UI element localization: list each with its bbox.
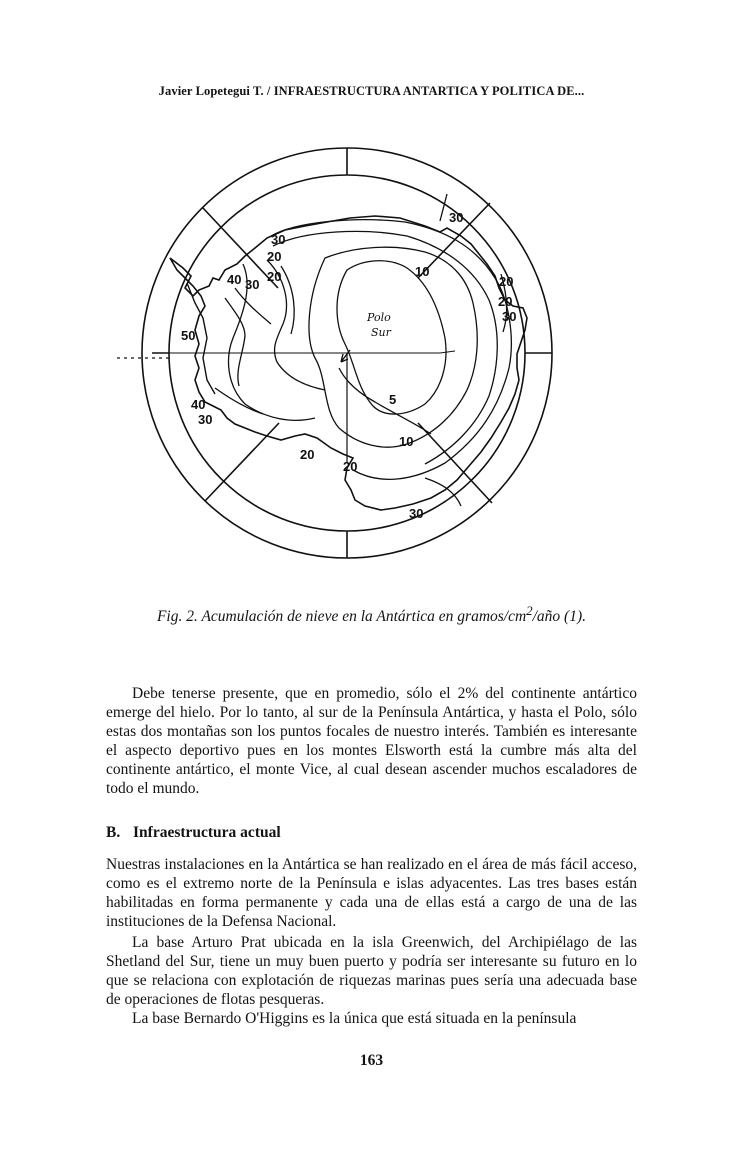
contour-20 <box>273 231 497 464</box>
contour-label: 20 <box>267 249 282 264</box>
map-svg <box>95 118 655 593</box>
contour-label: 20 <box>498 294 513 309</box>
contour-label: 20 <box>499 274 514 289</box>
section-heading <box>106 824 281 842</box>
handwritten-note: Polo <box>367 311 391 324</box>
paragraph: La base Bernardo O'Higgins es la única que está situada en la península <box>132 1010 577 1027</box>
contour-label: 20 <box>300 447 315 462</box>
caption-text: Fig. 2. Acumulación de nieve en la Antártica en gramos/cm <box>156 608 527 626</box>
pole-arrow <box>341 350 350 362</box>
contour-label: 10 <box>415 264 430 279</box>
contour-label: 30 <box>409 506 424 521</box>
contour-label: 40 <box>191 397 206 412</box>
figure-caption <box>0 603 743 626</box>
contour-label: 40 <box>227 272 242 287</box>
section-letter: B. <box>106 824 121 841</box>
contour-label: 20 <box>343 459 358 474</box>
contour-label: 50 <box>181 328 196 343</box>
paragraph: La base Arturo Prat ubicada en la isla Greenwich, del Archipiélago de las Shetland del Sur, tiene un muy buen puerto y podría ser interesante su futuro en lo que se relaciona con explotación de riquezas marinas pues sería una adecuada base de operaciones de flotas pesqueras. <box>106 934 637 1008</box>
caption-superscript: 2 <box>526 603 533 618</box>
contour-label: 30 <box>502 309 517 324</box>
contour-label: 20 <box>267 269 282 284</box>
contour-10 <box>309 247 477 447</box>
running-head: Javier Lopetegui T. / INFRAESTRUCTURA ANTARTICA Y POLITICA DE... <box>158 84 585 98</box>
handwritten-note: Sur <box>371 326 391 339</box>
page-number: 163 <box>359 1052 384 1069</box>
contour-label: 30 <box>271 232 286 247</box>
contour-label: 30 <box>449 210 464 225</box>
paragraph: Nuestras instalaciones en la Antártica se han realizado en el área de más fácil acceso, como es el extremo norte de la Península e islas adyacentes. Las tres bases están habilitadas en forma permanente y cada una de ellas está a cargo de una de las instituciones de la Defensa Nacional. <box>106 856 637 930</box>
contour-label: 30 <box>245 277 260 292</box>
paragraph: Debe tenerse presente, que en promedio, sólo el 2% del continente antártico emerge del hielo. Por lo tanto, al sur de la Península Antártica, y hasta el Polo, sólo estas dos montañas son los puntos focales de nuestro interés. También es interesante el aspecto deportivo pues en los montes Elsworth está la cumbre más alta del continente antártico, el monte Vice, al cual desean ascender muchos escaladores de todo el mundo. <box>106 685 637 797</box>
caption-text-end: /año (1). <box>532 608 587 626</box>
contour-label: 30 <box>198 412 213 427</box>
contour-30 <box>271 220 514 480</box>
section-title: Infraestructura actual <box>133 824 281 841</box>
contour-label: 5 <box>389 392 397 407</box>
antarctica-snow-map <box>95 118 655 593</box>
contour-label: 10 <box>399 434 414 449</box>
